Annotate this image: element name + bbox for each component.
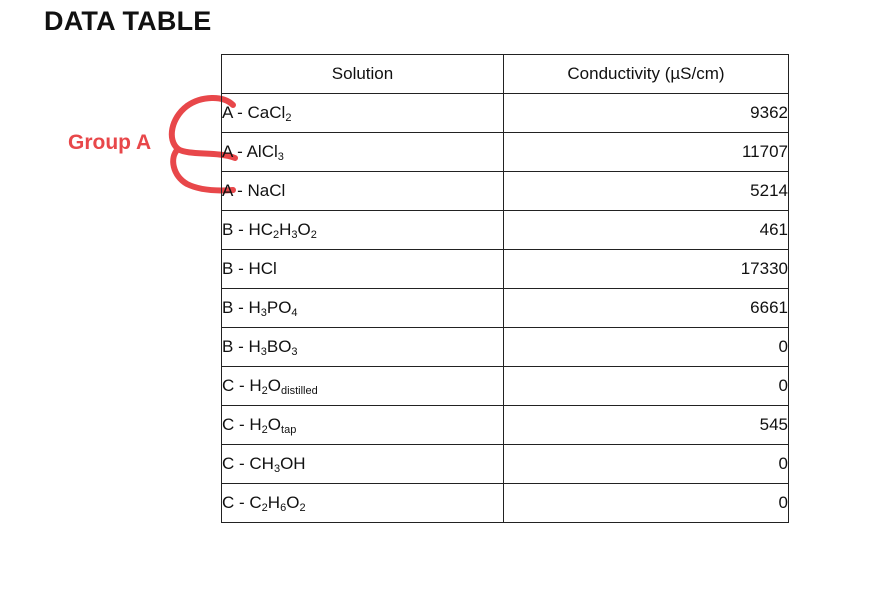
table-row xyxy=(222,406,789,445)
solution-group: C xyxy=(222,415,235,434)
table-row xyxy=(222,172,789,211)
solution-separator: - xyxy=(233,220,249,239)
formula-text: C xyxy=(249,493,262,512)
solution-cell xyxy=(222,367,504,406)
conductivity-cell: 5214 xyxy=(504,172,789,211)
solution-cell xyxy=(222,406,504,445)
table-header-row xyxy=(222,55,789,94)
solution-group: B xyxy=(222,337,234,356)
solution-cell xyxy=(222,211,504,250)
formula-subscript: 3 xyxy=(260,307,267,319)
table-row xyxy=(222,289,789,328)
formula-subscript: 2 xyxy=(310,229,317,241)
formula-subscript: 3 xyxy=(291,229,298,241)
table-row xyxy=(222,484,789,523)
formula-text: H xyxy=(249,376,262,395)
formula-text: BO xyxy=(266,337,292,356)
data-table xyxy=(221,54,789,523)
solution-group: B xyxy=(222,220,234,239)
conductivity-cell: 17330 xyxy=(504,250,789,289)
solution-cell xyxy=(222,328,504,367)
solution-group: C xyxy=(222,493,235,512)
formula-text: NaCl xyxy=(247,181,286,200)
solution-cell xyxy=(222,445,504,484)
solution-separator: - xyxy=(233,298,249,317)
column-header-conductivity: Conductivity (µS/cm) xyxy=(504,55,789,94)
formula-text: O xyxy=(267,376,282,395)
group-a-annotation-label: Group A xyxy=(68,131,152,154)
solution-separator: - xyxy=(234,415,250,434)
solution-group: A xyxy=(222,181,233,200)
solution-separator: - xyxy=(232,142,247,161)
formula-subscript: 2 xyxy=(261,385,268,397)
conductivity-cell: 6661 xyxy=(504,289,789,328)
formula-text: H xyxy=(279,220,292,239)
table-row xyxy=(222,211,789,250)
table-row xyxy=(222,328,789,367)
solution-separator: - xyxy=(232,103,248,122)
conductivity-cell: 0 xyxy=(504,367,789,406)
formula-text: CaCl xyxy=(247,103,286,122)
solution-group: C xyxy=(222,376,235,395)
conductivity-cell: 461 xyxy=(504,211,789,250)
solution-group: B xyxy=(222,259,234,278)
formula-text: PO xyxy=(266,298,292,317)
formula-subscript: tap xyxy=(281,424,297,436)
formula-subscript: 2 xyxy=(261,424,268,436)
formula-subscript: 2 xyxy=(285,112,292,124)
solution-separator: - xyxy=(233,259,249,278)
solution-cell xyxy=(222,133,504,172)
formula-text: H xyxy=(248,298,261,317)
conductivity-cell: 0 xyxy=(504,445,789,484)
formula-text: O xyxy=(267,415,282,434)
solution-group: B xyxy=(222,298,234,317)
conductivity-cell: 11707 xyxy=(504,133,789,172)
formula-subscript: 6 xyxy=(280,502,287,514)
solution-group: C xyxy=(222,454,235,473)
conductivity-cell: 0 xyxy=(504,328,789,367)
solution-cell xyxy=(222,289,504,328)
table-row xyxy=(222,250,789,289)
formula-subscript: 3 xyxy=(291,346,298,358)
formula-text: HCl xyxy=(248,259,277,278)
conductivity-cell: 545 xyxy=(504,406,789,445)
solution-cell xyxy=(222,484,504,523)
formula-text: H xyxy=(267,493,281,512)
conductivity-cell: 9362 xyxy=(504,94,789,133)
solution-cell xyxy=(222,250,504,289)
formula-subscript: 2 xyxy=(261,502,268,514)
solution-separator: - xyxy=(234,376,250,395)
solution-separator: - xyxy=(234,493,250,512)
page-title: DATA TABLE xyxy=(44,6,212,36)
solution-separator: - xyxy=(233,337,249,356)
formula-subscript: 4 xyxy=(291,307,298,319)
formula-text: H xyxy=(249,415,262,434)
formula-text: HC xyxy=(248,220,274,239)
formula-text: O xyxy=(286,493,300,512)
solution-separator: - xyxy=(234,454,250,473)
solution-separator: - xyxy=(232,181,248,200)
solution-cell xyxy=(222,94,504,133)
table-body xyxy=(222,94,789,523)
solution-group: A xyxy=(222,103,233,122)
formula-text: O xyxy=(297,220,311,239)
solution-cell xyxy=(222,172,504,211)
conductivity-cell: 0 xyxy=(504,484,789,523)
formula-text: CH xyxy=(249,454,274,473)
formula-subscript: 2 xyxy=(299,502,306,514)
formula-text: OH xyxy=(280,454,306,473)
column-header-solution: Solution xyxy=(222,55,504,94)
formula-text: H xyxy=(248,337,261,356)
table-row xyxy=(222,94,789,133)
table-row xyxy=(222,367,789,406)
formula-subscript: 3 xyxy=(260,346,267,358)
formula-subscript: 3 xyxy=(277,151,284,163)
formula-text: AlCl xyxy=(246,142,278,161)
solution-group: A xyxy=(222,142,233,161)
table-row xyxy=(222,445,789,484)
formula-subscript: 3 xyxy=(273,463,281,475)
formula-subscript: distilled xyxy=(281,385,318,397)
formula-subscript: 2 xyxy=(273,229,280,241)
table-row xyxy=(222,133,789,172)
